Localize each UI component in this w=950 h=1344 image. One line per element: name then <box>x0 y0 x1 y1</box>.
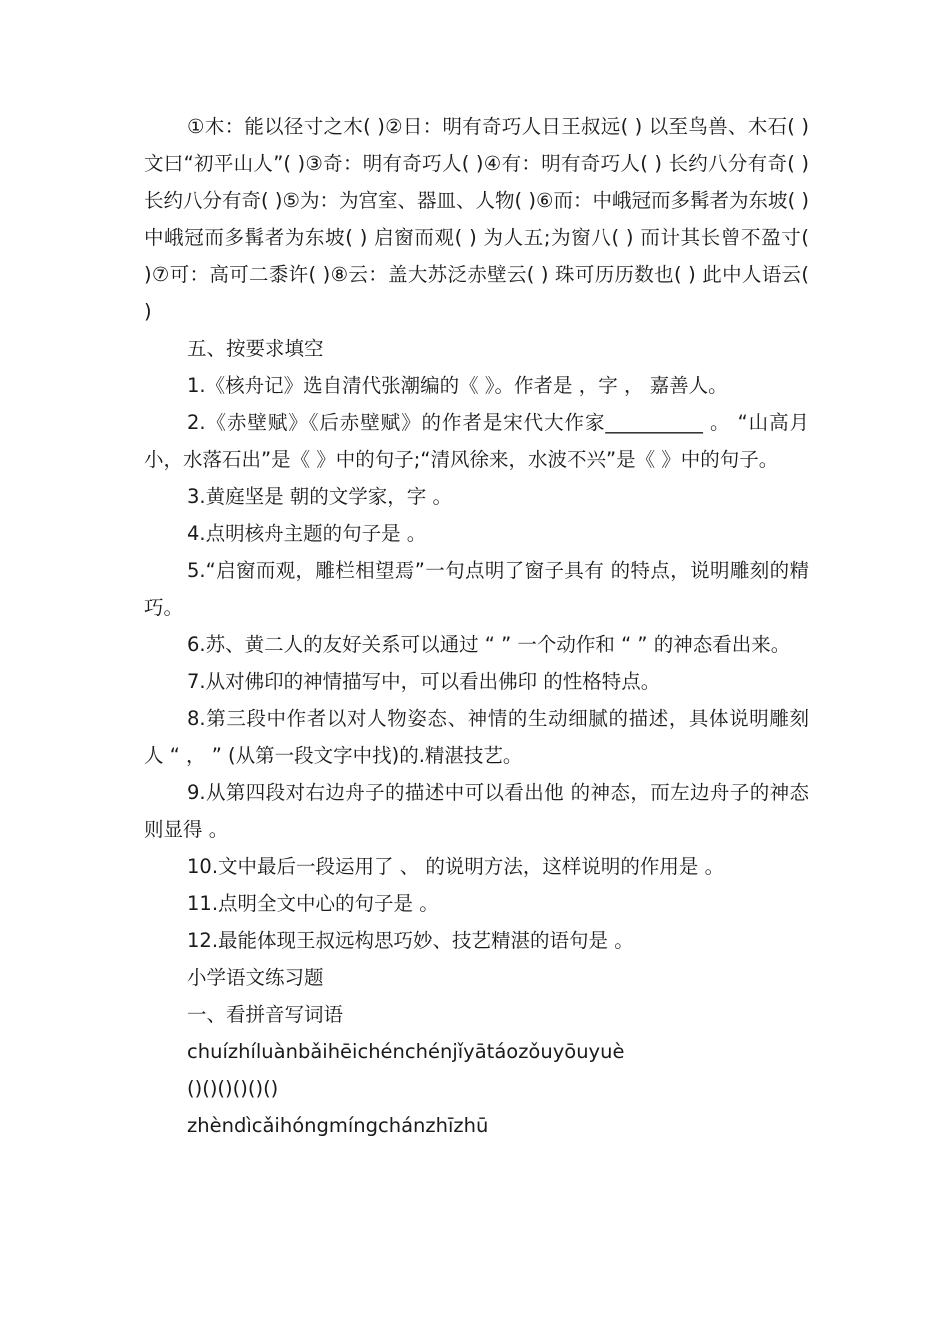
question-7: 7.从对佛印的神情描写中，可以看出佛印 的性格特点。 <box>187 670 661 693</box>
question-11: 11.点明全文中心的句子是 。 <box>187 892 439 915</box>
pinyin-line-1: chuízhíluànbǎihēichénchénjǐyātáozǒuyōuyuè <box>187 1040 625 1063</box>
question-5: 5.“启窗而观，雕栏相望焉”一句点明了窗子具有 的特点，说明雕刻的精巧。 <box>144 559 809 619</box>
question-6: 6.苏、黄二人的友好关系可以通过 “ ” 一个动作和 “ ” 的神态看出来。 <box>187 633 791 656</box>
vocabulary-exercise-paragraph: ①木：能以径寸之木( )②日：明有奇巧人日王叔远( ) 以至鸟兽、木石( ) 文曰“初平山人”( )③奇：明有奇巧人( )④有：明有奇巧人( ) 长约八分有奇( ) 长约八分有奇( )⑤为：为宫室、器皿、人物( )⑥而：中峨冠而多髯者为东坡( ) 中峨冠而多髯者为东坡( ) 启窗而观( ) 为人五;为窗八( ) 而计其长曾不盈寸( )⑦可：高可二黍许( )⑧云：盖大苏泛赤壁云( ) 珠可历历数也( ) 此中人语云( ) <box>144 115 809 323</box>
section-heading-pinyin: 一、看拼音写词语 <box>187 1003 344 1026</box>
document-body <box>144 108 809 1144</box>
section-heading-fill-blanks: 五、按要求填空 <box>187 337 324 360</box>
question-2: 2.《赤壁赋》《后赤壁赋》的作者是宋代大作家__________ 。 “山高月小，水落石出”是《 》中的句子;“清风徐来，水波不兴”是《 》中的句子。 <box>144 411 809 471</box>
answer-blanks: ()()()()()() <box>187 1077 279 1100</box>
question-8: 8.第三段中作者以对人物姿态、神情的生动细腻的描述，具体说明雕刻人 “ ， ” (从第一段文字中找)的.精湛技艺。 <box>144 707 809 767</box>
question-3: 3.黄庭坚是 朝的文学家，字 。 <box>187 485 453 508</box>
pinyin-line-2: zhèndìcǎihóngmíngchánzhīzhū <box>187 1114 489 1137</box>
question-12: 12.最能体现王叔远构思巧妙、技艺精湛的语句是 。 <box>187 929 634 952</box>
question-10: 10.文中最后一段运用了 、 的说明方法，这样说明的作用是 。 <box>187 855 725 878</box>
question-1: 1.《核舟记》选自清代张潮编的《 》。作者是 ，字 ， 嘉善人。 <box>187 374 728 397</box>
question-9: 9.从第四段对右边舟子的描述中可以看出他 的神态，而左边舟子的神态则显得 。 <box>144 781 809 841</box>
question-4: 4.点明核舟主题的句子是 。 <box>187 522 427 545</box>
exercise-title: 小学语文练习题 <box>187 966 324 989</box>
